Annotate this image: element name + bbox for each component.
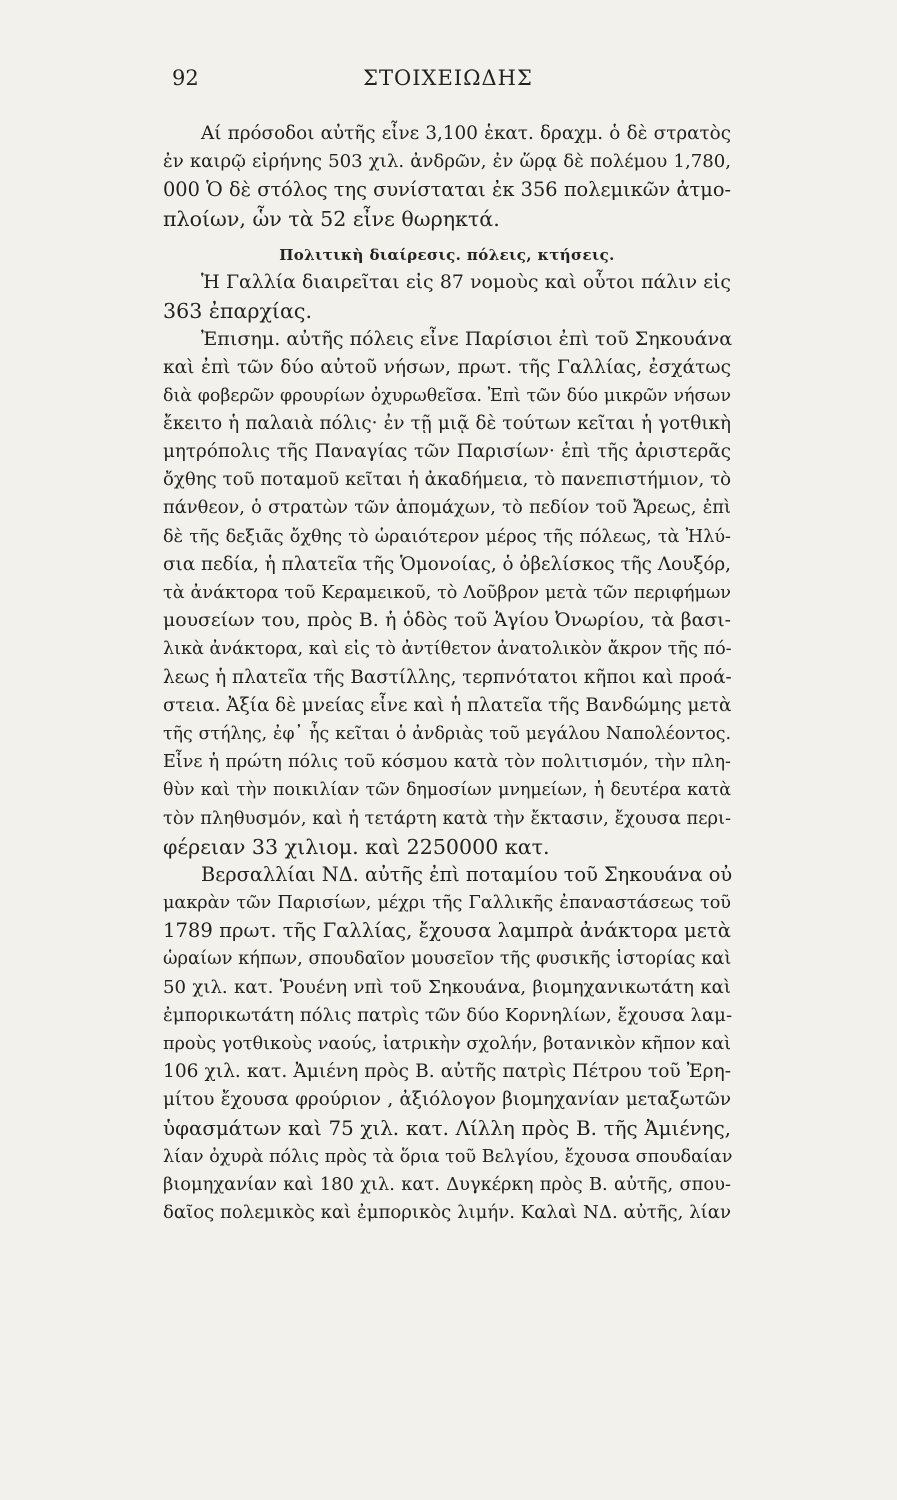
text-line: Βερσαλλίαι ΝΔ. αὐτῆς ἐπὶ ποταμίου τοῦ Σηκουάνα οὐ [201,862,733,886]
text-line: Ἡ Γαλλία διαιρεῖται εἰς 87 νομοὺς καὶ οὗτοι πάλιν εἰς [201,271,731,293]
section-heading: Πολιτικὴ διαίρεσις. πόλεις, κτήσεις. [279,245,615,264]
text-line: ἐμπορικωτάτη πόλις πατρὶς τῶν δύο Κορνηλίων, ἔχουσα λαμ- [163,1004,733,1026]
text-line: Εἶνε ἡ πρώτη πόλις τοῦ κόσμου κατὰ τὸν πολιτισμόν, τὴν πλη- [163,752,731,773]
text-line: πάνθεον, ὁ στρατὼν τῶν ἀπομάχων, τὸ πεδίον τοῦ Ἄρεως, ἐπὶ [163,497,731,519]
text-line: στεια. Ἀξία δὲ μνείας εἶνε καὶ ἡ πλατεῖα τῆς Βανδώμης μετὰ [163,694,732,716]
text-line: 1789 πρωτ. τῆς Γαλλίας, ἔχουσα λαμπρὰ ἀνάκτορα μετὰ [163,919,731,943]
text-line: μίτου ἔχουσα φρούριον , ἀξιόλογον βιομηχανίαν μεταξωτῶν [163,1089,731,1111]
page-number: 92 [172,66,199,90]
text-line: 106 χιλ. κατ. Ἀμιένη πρὸς Β. αὐτῆς πατρὶς Πέτρου τοῦ Ἐρη- [163,1061,731,1083]
text-line: 000 Ὁ δὲ στόλος της συνίσταται ἐκ 356 πολεμικῶν ἀτμο- [163,178,731,202]
running-title: ΣΤΟΙΧΕΙΩΔΗΣ [363,66,533,90]
text-line: Ἐπισημ. αὐτῆς πόλεις εἶνε Παρίσιοι ἐπὶ τοῦ Σηκουάνα [201,327,733,351]
text-line: λίαν ὀχυρὰ πόλις πρὸς τὰ ὅρια τοῦ Βελγίου, ἔχουσα σπουδαίαν [163,1146,733,1167]
text-line: τὰ ἀνάκτορα τοῦ Κεραμεικοῦ, τὸ Λοῦβρον μετὰ τῶν περιφήμων [163,583,731,603]
page-header [172,66,724,96]
text-line: προὺς γοτθικοὺς ναούς, ἰατρικὴν σχολήν, βοτανικὸν κῆπον καὶ [163,1034,731,1054]
text-line: μουσείων του, πρὸς Β. ἡ ὁδὸς τοῦ Ἁγίου Ὀνωρίου, τὰ βασι- [163,610,731,632]
text-line: δὲ τῆς δεξιᾶς ὄχθης τὸ ὡραιότερον μέρος τῆς πόλεως, τὰ Ἠλύ- [163,526,731,547]
text-line: τῆς στήλης, ἐφ᾽ ἧς κεῖται ὁ ἀνδριὰς τοῦ μεγάλου Ναπολέοντος. [163,723,731,744]
text-line: μακρὰν τῶν Παρισίων, μέχρι τῆς Γαλλικῆς ἐπαναστάσεως τοῦ [163,893,731,914]
text-line: τὸν πληθυσμόν, καὶ ἡ τετάρτη κατὰ τὴν ἔκτασιν, ἔχουσα περι- [163,807,731,829]
text-line: ὡραίων κήπων, σπουδαῖον μουσεῖον τῆς φυσικῆς ἱστορίας καὶ [163,948,732,970]
text-line: λεως ἡ πλατεῖα τῆς Βαστίλλης, τερπνότατοι κῆποι καὶ προά- [163,666,732,688]
text-line: πλοίων, ὧν τὰ 52 εἶνε θωρηκτά. [163,206,500,231]
text-line: μητρόπολις τῆς Παναγίας τῶν Παρισίων· ἐπὶ τῆς ἀριστερᾶς [163,441,731,463]
text-line: βιομηχανίαν καὶ 180 χιλ. κατ. Δυγκέρκη πρὸς Β. αὐτῆς, σπου- [163,1173,731,1195]
text-line: ἔκειτο ἡ παλαιὰ πόλις· ἐν τῇ μιᾷ δὲ τούτων κεῖται ἡ γοτθικὴ [163,412,731,434]
text-line: διὰ φοβερῶν φρουρίων ὀχυρωθεῖσα. Ἐπὶ τῶν δύο μικρῶν νήσων [163,385,731,406]
text-line: 363 ἐπαρχίας. [163,299,312,324]
body-text [163,120,731,1227]
text-line: ὄχθης τοῦ ποταμοῦ κεῖται ἡ ἀκαδήμεια, τὸ πανεπιστήμιον, τὸ [163,469,731,491]
text-line: ἐν καιρῷ εἰρήνης 503 χιλ. ἀνδρῶν, ἐν ὥρᾳ δὲ πολέμου 1,780, [163,151,731,173]
text-line: ὑφασμάτων καὶ 75 χιλ. κατ. Λίλλη πρὸς Β. τῆς Ἀμιένης, [163,1116,731,1140]
text-line: θὺν καὶ τὴν ποικιλίαν τῶν δημοσίων μνημείων, ἡ δευτέρα κατὰ [163,780,731,801]
text-line: Αί πρόσοδοι αὐτῆς εἶνε 3,100 ἑκατ. δραχμ. ὁ δὲ στρατὸς [201,123,731,144]
text-line: φέρειαν 33 χιλιομ. καὶ 2250000 κατ. [163,834,550,859]
text-line: δαῖος πολεμικὸς καὶ ἐμπορικὸς λιμήν. Καλαὶ ΝΔ. αὐτῆς, λίαν [163,1202,731,1224]
text-line: καὶ ἐπὶ τῶν δύο αὐτοῦ νήσων, πρωτ. τῆς Γαλλίας, ἐσχάτως [163,356,731,378]
text-line: 50 χιλ. κατ. Ῥουένη νπὶ τοῦ Σηκουάνα, βιομηχανικωτάτη καὶ [163,976,731,998]
text-line: σια πεδία, ἡ πλατεῖα τῆς Ὁμονοίας, ὁ ὀβελίσκος τῆς Λουξόρ, [163,553,731,575]
text-line: λικὰ ἀνάκτορα, καὶ εἰς τὸ ἀντίθετον ἀνατολικὸν ἄκρον τῆς πό- [163,639,732,660]
